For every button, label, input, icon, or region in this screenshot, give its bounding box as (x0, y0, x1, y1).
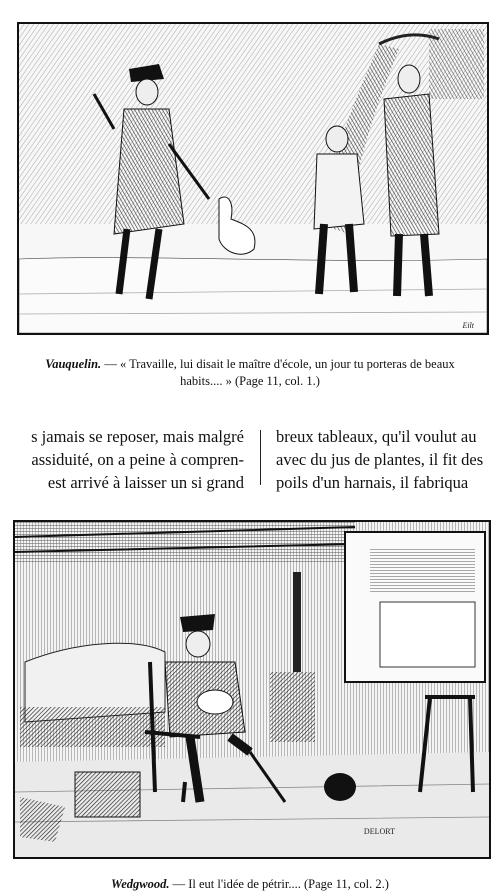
text-line: poils d'un harnais, il fabriqua (276, 473, 469, 492)
text-line: est arrivé à laisser un si grand (47, 473, 244, 492)
wedgwood-caption (0, 876, 500, 892)
caption-line2: habits.... » (Page 11, col. 1.) (180, 374, 320, 388)
engraving-signature: DELORT (363, 827, 395, 836)
engraving-workshop-scene (15, 522, 489, 857)
engraving-village-scene (19, 24, 487, 333)
vauquelin-engraving (17, 22, 489, 335)
column-left-text (0, 425, 244, 495)
wedgwood-engraving (13, 520, 491, 859)
text-line: s jamais se reposer, mais malgré (31, 427, 244, 446)
engraving-signature: Eilt (462, 321, 474, 330)
vauquelin-caption-line2 (0, 373, 500, 389)
caption-name: Vauquelin. (45, 357, 102, 371)
text-line: breux tableaux, qu'il voulut au (276, 427, 477, 446)
column-divider (260, 430, 261, 485)
caption-text: — Il eut l'idée de pétrir.... (Page 11, col. 2.) (169, 877, 389, 891)
vauquelin-caption (0, 356, 500, 372)
text-line: assiduité, on a peine à compren- (31, 450, 244, 469)
column-right-text (276, 425, 500, 495)
caption-text: — « Travaille, lui disait le maître d'école, un jour tu porteras de beaux (101, 357, 455, 371)
caption-name: Wedgwood. (111, 877, 170, 891)
text-line: avec du jus de plantes, il fit des (276, 450, 484, 469)
